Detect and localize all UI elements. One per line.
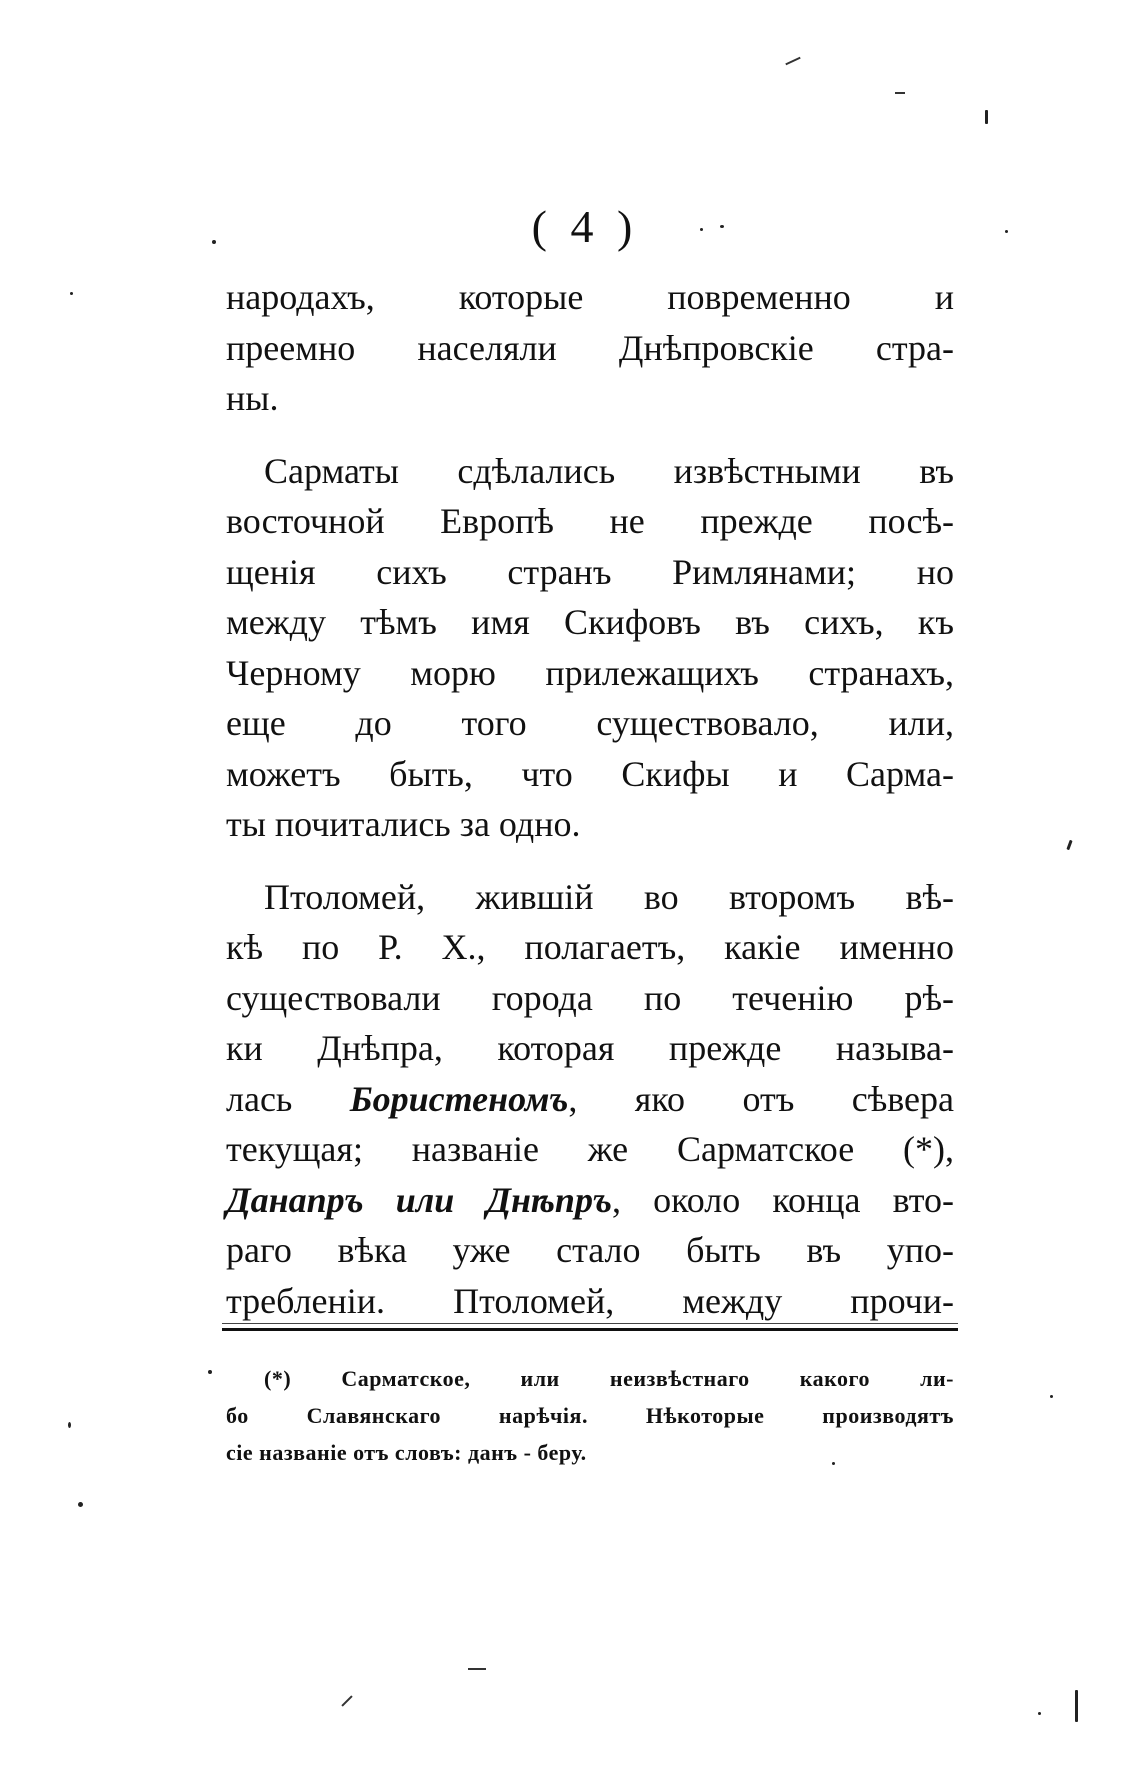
text-line: Птоломей, жившій во второмъ вѣ- — [264, 876, 954, 917]
text-line: ты почитались за одно. — [226, 804, 581, 844]
scan-speck — [895, 92, 905, 94]
text-line: ны. — [226, 378, 279, 418]
scan-speck — [1050, 1395, 1053, 1398]
text-line: раго вѣка уже стало быть въ упо- — [226, 1230, 954, 1270]
footnote — [226, 1360, 954, 1471]
scan-speck — [468, 1668, 486, 1670]
text-line: между тѣмъ имя Скифовъ въ сихъ, къ — [226, 602, 954, 642]
text-line: ки Днѣпра, которая прежде называ- — [226, 1028, 954, 1068]
scan-speck — [208, 1370, 212, 1374]
footnote-line: (*) Сарматское, или неизвѣстнаго какого ли- — [264, 1366, 954, 1391]
text-line: Черному морю прилежащихъ странахъ, — [226, 652, 954, 693]
text-line: народахъ, которые повременно и — [226, 277, 954, 317]
scan-speck — [1038, 1712, 1041, 1715]
text-span: , около конца вто- — [611, 1179, 955, 1220]
text-line: щенія сихъ странъ Римлянами; но — [226, 551, 954, 592]
paragraph-1 — [226, 272, 954, 424]
text-line: еще до того существовало, или, — [226, 703, 954, 743]
text-line: Сарматы сдѣлались извѣстными въ — [264, 450, 954, 491]
text-line: существовали города по теченію рѣ- — [226, 977, 954, 1018]
scan-speck — [1066, 840, 1072, 850]
italic-term-danapr: Данапръ или Днѣпръ — [226, 1179, 612, 1220]
main-text — [226, 272, 954, 1326]
text-line: текущая; названіе же Сарматское (*), — [226, 1129, 954, 1169]
scan-speck — [832, 1462, 835, 1465]
footnote-separator-thin — [222, 1323, 958, 1324]
scan-speck — [78, 1502, 83, 1507]
scan-speck — [785, 57, 800, 66]
footnote-line: бо Славянскаго нарѣчія. Нѣкоторые производятъ — [226, 1403, 954, 1428]
scan-speck — [985, 110, 988, 124]
footnote-separator — [222, 1328, 958, 1331]
scan-speck — [70, 292, 73, 295]
text-span: , яко отъ сѣвера — [568, 1078, 954, 1119]
text-line: кѣ по Р. Х., полагаетъ, какіе именно — [226, 927, 954, 967]
scan-speck — [700, 228, 703, 231]
scan-speck — [341, 1695, 352, 1706]
text-line-with-italic — [226, 1074, 954, 1125]
scan-speck — [720, 225, 724, 228]
paragraph-2 — [226, 446, 954, 850]
scan-speck — [212, 240, 216, 244]
text-line: требленіи. Птоломей, между прочи- — [226, 1280, 954, 1321]
footnote-line: сіе названіе отъ словъ: данъ - беру. — [226, 1440, 587, 1465]
italic-term-borysthenes: Бористеномъ — [349, 1078, 569, 1119]
scan-speck — [1005, 230, 1008, 233]
page-number: ( 4 ) — [531, 201, 639, 252]
text-line: восточной Европѣ не прежде посѣ- — [226, 501, 954, 541]
text-line-with-italic — [226, 1175, 954, 1226]
text-line: преемно населяли Днѣпровскіе стра- — [226, 327, 954, 368]
text-line: можетъ быть, что Скифы и Сарма- — [226, 753, 954, 794]
text-span: лась — [226, 1078, 350, 1119]
paragraph-3 — [226, 872, 954, 1327]
scan-speck — [68, 1422, 71, 1428]
scan-speck — [1075, 1690, 1078, 1722]
